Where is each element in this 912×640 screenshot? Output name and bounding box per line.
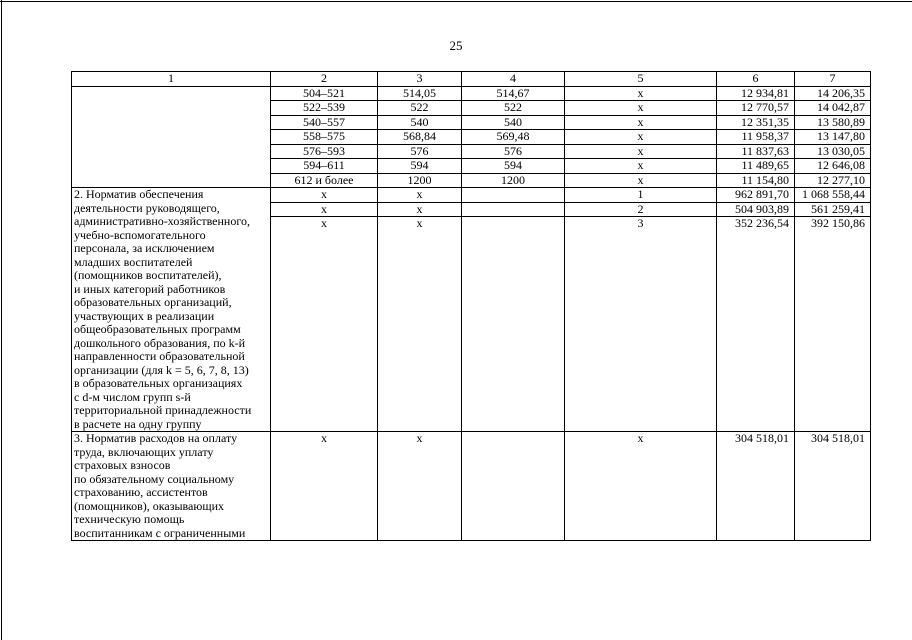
col-header: 4 xyxy=(462,72,565,87)
table-cell: 304 518,01 xyxy=(795,432,871,541)
norm-3-line: страхованию, ассистентов xyxy=(74,485,208,499)
table-cell: 13 580,89 xyxy=(795,115,871,130)
table-cell: x xyxy=(565,432,717,541)
table-cell: 514,67 xyxy=(462,86,565,101)
table-cell: 504–521 xyxy=(271,86,378,101)
table-cell: 612 и более xyxy=(271,173,378,188)
table-cell: 522 xyxy=(378,101,462,116)
table-cell: 514,05 xyxy=(378,86,462,101)
norm-2-line: младших воспитателей xyxy=(74,254,193,269)
norm-2-line: персонала, за исключением xyxy=(74,241,215,255)
norm-2-line: участвующих в реализации xyxy=(74,308,215,323)
norm-2-line: (помощников воспитателей), xyxy=(74,268,222,282)
table-cell: x xyxy=(271,188,378,203)
table-cell: 11 958,37 xyxy=(717,130,795,145)
table-cell: 392 150,86 xyxy=(795,217,871,432)
col-header: 6 xyxy=(717,72,795,87)
table-cell: 576 xyxy=(378,144,462,159)
norm-2-line: 2. Норматив обеспечения xyxy=(74,187,204,201)
table-cell: 11 837,63 xyxy=(717,144,795,159)
table-cell: x xyxy=(378,202,462,217)
norm-3-line: (помощников), оказывающих xyxy=(74,498,224,513)
table-cell: x xyxy=(565,159,717,174)
table-cell: 13 147,80 xyxy=(795,130,871,145)
table-cell: 1200 xyxy=(462,173,565,188)
empty-description-cell xyxy=(72,86,271,188)
table-cell: 1200 xyxy=(378,173,462,188)
table-row xyxy=(72,432,871,541)
table-cell: 576–593 xyxy=(271,144,378,159)
table-cell xyxy=(462,217,565,432)
col-header: 3 xyxy=(378,72,462,87)
norm-2-line: в расчете на одну группу xyxy=(74,416,202,431)
norm-3-line: техническую помощь xyxy=(74,512,185,526)
table-cell: x xyxy=(565,86,717,101)
norm-2-line: территориальной принадлежности xyxy=(74,403,252,417)
norm-3-line: воспитанникам с ограниченными xyxy=(74,525,246,540)
table-cell: x xyxy=(271,432,378,541)
table-cell: 540 xyxy=(462,115,565,130)
table-cell: 1 xyxy=(565,188,717,203)
table-row xyxy=(72,188,871,203)
table-cell: x xyxy=(378,432,462,541)
norm-2-line: с d-м числом групп s-й xyxy=(74,389,191,404)
norm-2-line: направленности образовательной xyxy=(74,349,245,363)
table-cell: 540 xyxy=(378,115,462,130)
col-header: 1 xyxy=(72,72,271,87)
table-cell: 12 934,81 xyxy=(717,86,795,101)
table-cell: x xyxy=(378,217,462,432)
norm-2-line: в образовательных организациях xyxy=(74,376,243,390)
table-cell: 522 xyxy=(462,101,565,116)
norm-2-line: административно-хозяйственного, xyxy=(74,214,250,228)
norm-2-line: учебно-вспомогательного xyxy=(74,227,206,242)
table-cell: 568,84 xyxy=(378,130,462,145)
table-cell: 962 891,70 xyxy=(717,188,795,203)
norm-2-line: и иных категорий работников xyxy=(74,281,226,296)
table-cell: 14 042,87 xyxy=(795,101,871,116)
table-cell: x xyxy=(565,101,717,116)
table-cell xyxy=(462,202,565,217)
normatives-table xyxy=(71,71,871,541)
table-cell xyxy=(462,188,565,203)
norm-2-line: дошкольного образования, по k-й xyxy=(74,335,246,350)
table-cell: 12 646,08 xyxy=(795,159,871,174)
table-cell: 576 xyxy=(462,144,565,159)
norm-2-line: образовательных организаций, xyxy=(74,295,232,309)
table-cell: 504 903,89 xyxy=(717,202,795,217)
table-row xyxy=(72,86,871,101)
table-cell: 522–539 xyxy=(271,101,378,116)
table-cell: 14 206,35 xyxy=(795,86,871,101)
page-frame-left xyxy=(1,0,2,640)
table-cell: x xyxy=(565,144,717,159)
table-cell: x xyxy=(271,202,378,217)
table-cell: 561 259,41 xyxy=(795,202,871,217)
table-cell: 12 351,35 xyxy=(717,115,795,130)
table-cell: x xyxy=(565,130,717,145)
table-cell: x xyxy=(565,173,717,188)
norm-2-line: общеобразовательных программ xyxy=(74,322,241,336)
norm-3-line: труда, включающих уплату xyxy=(74,444,214,459)
table-cell: 3 xyxy=(565,217,717,432)
norm-3-description xyxy=(72,432,271,541)
table-cell: 1 068 558,44 xyxy=(795,188,871,203)
col-header: 5 xyxy=(565,72,717,87)
col-header: 2 xyxy=(271,72,378,87)
page-number: 25 xyxy=(449,38,463,53)
table-cell: 12 770,57 xyxy=(717,101,795,116)
table-cell: 594 xyxy=(462,159,565,174)
table-cell: 594–611 xyxy=(271,159,378,174)
norm-3-line: 3. Норматив расходов на оплату xyxy=(74,431,238,445)
table-cell: 11 489,65 xyxy=(717,159,795,174)
table-cell: 594 xyxy=(378,159,462,174)
table-cell: x xyxy=(271,217,378,432)
norm-3-line: страховых взносов xyxy=(74,458,171,472)
table-cell: 13 030,05 xyxy=(795,144,871,159)
norm-2-line: организации (для k = 5, 6, 7, 8, 13) xyxy=(74,362,249,377)
col-header: 7 xyxy=(795,72,871,87)
table-cell: 540–557 xyxy=(271,115,378,130)
table-cell: 11 154,80 xyxy=(717,173,795,188)
table-cell xyxy=(462,432,565,541)
table-cell: 2 xyxy=(565,202,717,217)
table-cell: 569,48 xyxy=(462,130,565,145)
table-cell: x xyxy=(378,188,462,203)
table-cell: 352 236,54 xyxy=(717,217,795,432)
norm-3-line: по обязательному социальному xyxy=(74,471,235,486)
table-cell: 304 518,01 xyxy=(717,432,795,541)
page-frame-top xyxy=(0,1,912,2)
norm-2-description xyxy=(72,188,271,432)
norm-2-line: деятельности руководящего, xyxy=(74,200,220,215)
header-row xyxy=(72,72,871,87)
table-cell: x xyxy=(565,115,717,130)
table-cell: 12 277,10 xyxy=(795,173,871,188)
table-cell: 558–575 xyxy=(271,130,378,145)
